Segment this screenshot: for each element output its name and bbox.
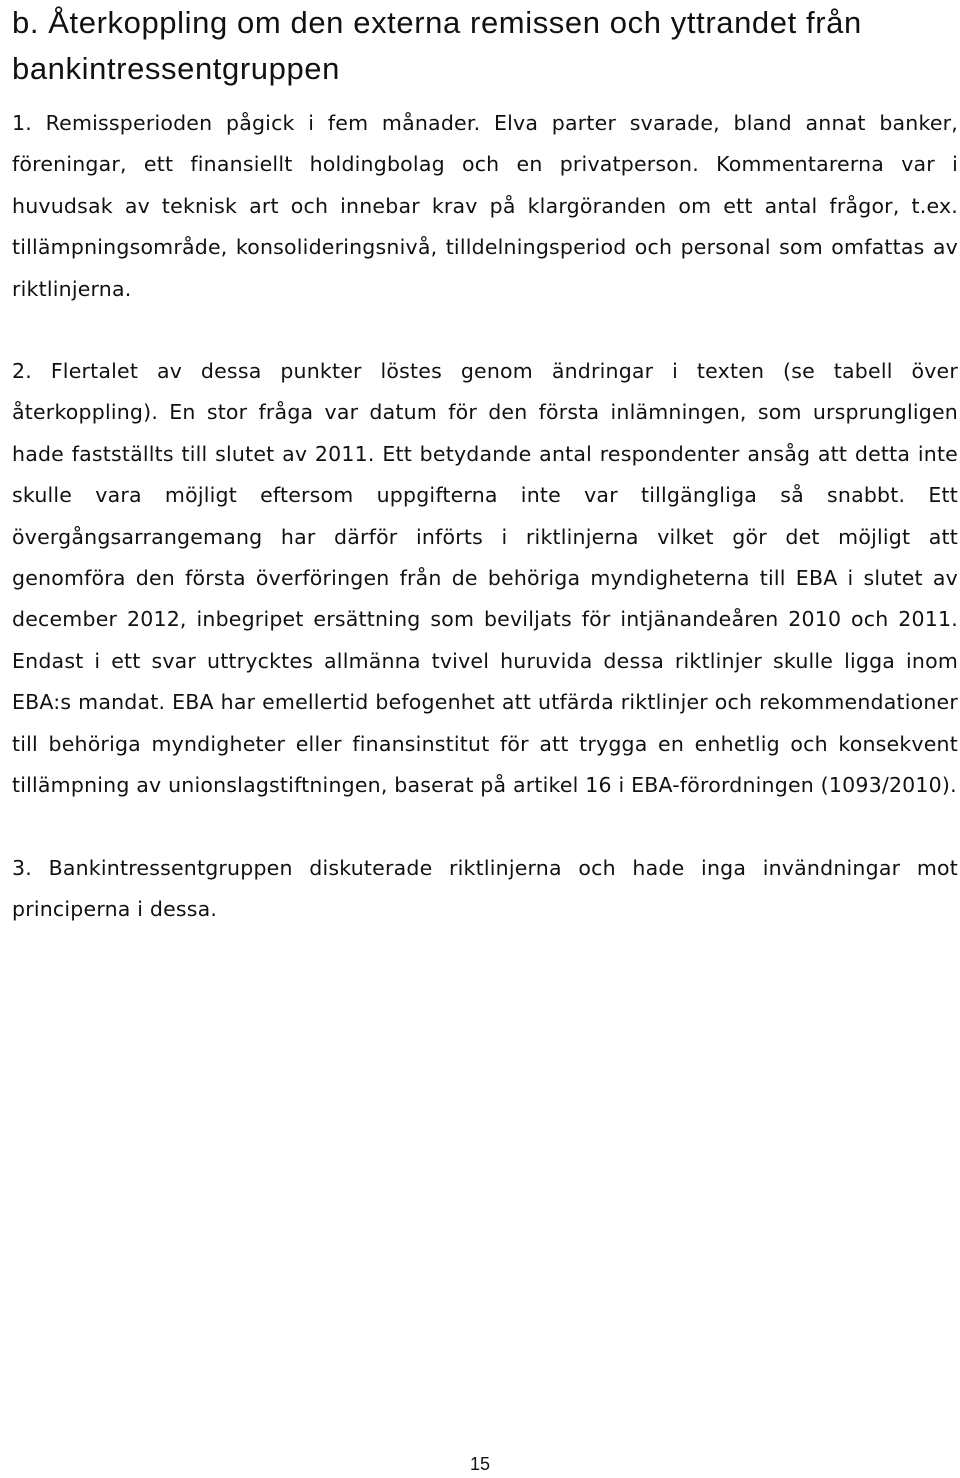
document-page [12,0,958,930]
section-heading: b. Återkoppling om den externa remissen och yttrandet från bankintressentgruppen [12,5,862,86]
paragraph-2: 2. Flertalet av dessa punkter löstes genom ändringar i texten (se tabell över återkoppling). En stor fråga var datum för den första inlämningen, som ursprungligen hade fastställts till slutet av 2011. Ett betydande antal respondenter ansåg att detta inte skulle vara möjligt eftersom uppgifterna inte var tillgängliga så snabbt. Ett övergångsarrangemang har därför införts i riktlinjerna vilket gör det möjligt att genomföra den första överföringen från de behöriga myndigheterna till EBA i slutet av december 2012, inbegripet ersättning som beviljats för intjänandeåren 2010 och 2011. Endast i ett svar uttrycktes allmänna tvivel huruvida dessa riktlinjer skulle ligga inom EBA:s mandat. EBA har emellertid befogenhet att utfärda riktlinjer och rekommendationer till behöriga myndigheter eller finansinstitut för att trygga en enhetlig och konsekvent tillämpning av unionslagstiftningen, baserat på artikel 16 i EBA-förordningen (1093/2010). [12,359,958,798]
paragraph-3: 3. Bankintressentgruppen diskuterade riktlinjerna och hade inga invändningar mot principerna i dessa. [12,855,958,921]
paragraph-1: 1. Remissperioden pågick i fem månader. Elva parter svarade, bland annat banker, föreningar, ett finansiellt holdingbolag och en privatperson. Kommentarerna var i huvudsak av teknisk art och innebar krav på klargöranden om ett antal frågor, t.ex. tillämpningsområde, konsolideringsnivå, tilldelningsperiod och personal som omfattas av riktlinjerna. [12,111,958,301]
page-number: 15 [469,1454,491,1474]
